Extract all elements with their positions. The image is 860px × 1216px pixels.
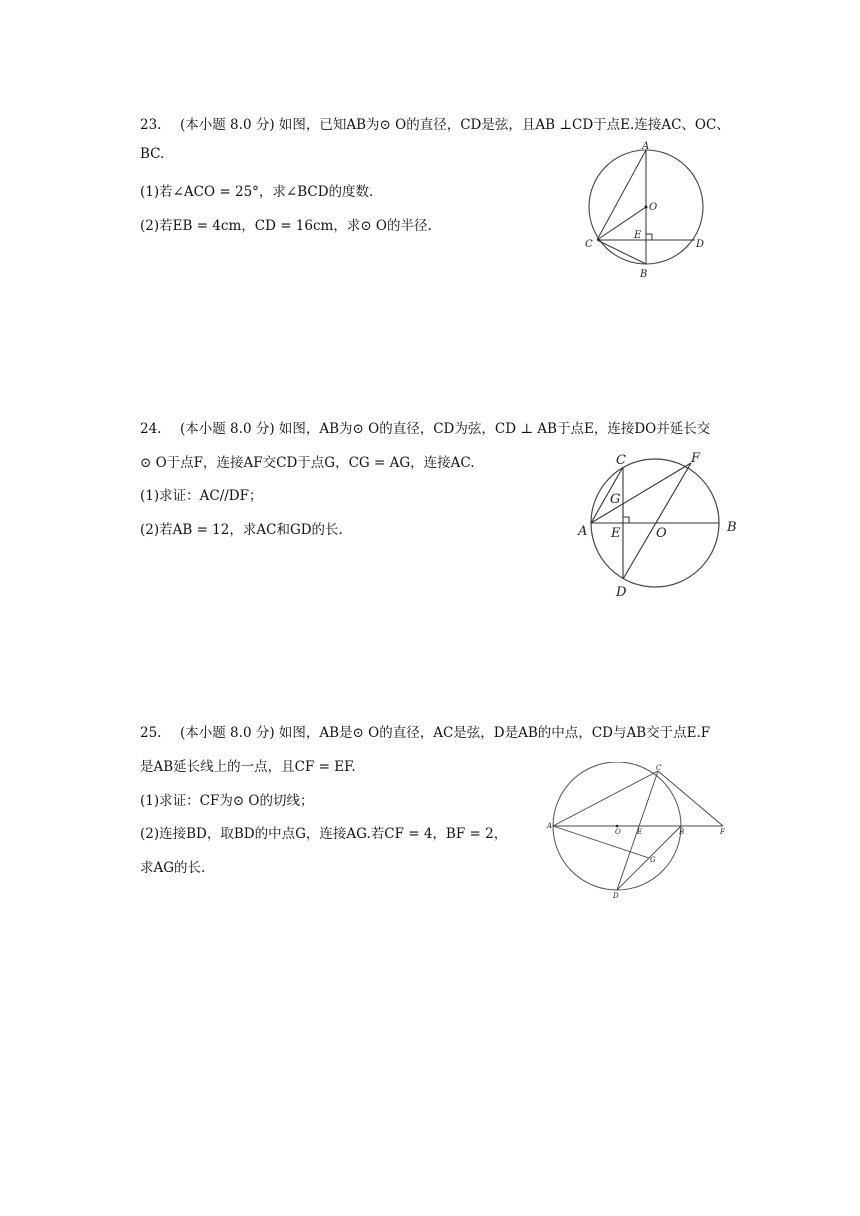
- q25-line2: 是AB延长线上的一点，且CF = EF.: [140, 759, 356, 775]
- q24-right-angle: [623, 517, 629, 523]
- q24-label-f: F: [691, 451, 701, 466]
- q25-stem: (本小题 8.0 分) 如图，AB是⊙ O的直径，AC是弦，D是AB的中点，CD与AB交于点E.F: [180, 725, 711, 741]
- q24-label-d: D: [616, 585, 627, 600]
- q25-label-c: C: [656, 764, 662, 772]
- q23-segment-ac: [597, 150, 646, 240]
- q24-label-a: A: [578, 524, 588, 539]
- q25-part3: 求AG的长.: [140, 860, 206, 876]
- q23-line1: [140, 113, 730, 133]
- q25-label-d: D: [613, 892, 619, 900]
- q24-label-e: E: [611, 526, 621, 541]
- q24-figure: [570, 445, 750, 605]
- q24-label-g: G: [610, 492, 621, 507]
- q24-part2: (2)若AB = 12，求AC和GD的长.: [140, 522, 343, 538]
- q24-part1: (1)求证：AC//DF；: [140, 488, 263, 504]
- q25-part2: (2)连接BD，取BD的中点G，连接AG.若CF = 4，BF = 2，: [140, 826, 508, 842]
- q25-label-f: F: [720, 828, 725, 836]
- q24-number: 24.: [140, 421, 162, 437]
- q25-segment-ag: [553, 826, 649, 858]
- q23-number: 23.: [140, 117, 162, 133]
- q24-segment-af: [591, 463, 691, 523]
- q23-label-c: C: [585, 239, 593, 250]
- q25-center-dot: [616, 825, 619, 828]
- q23-line2: BC.: [140, 146, 165, 162]
- q23-stem: (本小题 8.0 分) 如图，已知AB为⊙ O的直径，CD是弦，且AB ⊥CD于点E.连接AC、OC、: [180, 117, 730, 133]
- q23-label-d: D: [696, 239, 705, 250]
- q25-line1: [140, 721, 710, 741]
- q23-right-angle: [646, 234, 652, 240]
- q23-segment-bc: [597, 240, 646, 264]
- q24-line2: ⊙ O于点F，连接AF交CD于点G，CG = AG，连接AC.: [140, 455, 475, 471]
- q24-segment-df: [623, 463, 691, 579]
- q25-label-e: E: [637, 828, 643, 836]
- q25-label-g: G: [650, 856, 656, 864]
- q23-part1: (1)若∠ACO = 25°，求∠BCD的度数.: [140, 184, 374, 200]
- q23-part2: (2)若EB = 4cm，CD = 16cm，求⊙ O的半径.: [140, 218, 432, 234]
- q25-label-a: A: [547, 822, 553, 830]
- q23-label-b: B: [640, 269, 648, 280]
- q24-line1: [140, 417, 710, 437]
- q25-label-b: B: [679, 828, 685, 836]
- q23-center-dot: [645, 206, 648, 209]
- q23-label-e: E: [634, 230, 642, 241]
- q25-part1: (1)求证：CF为⊙ O的切线；: [140, 793, 314, 809]
- q23-label-o: O: [649, 202, 658, 213]
- q24-stem: (本小题 8.0 分) 如图，AB为⊙ O的直径，CD为弦，CD ⊥ AB于点E，连接DO并延长交: [180, 421, 711, 437]
- q23-label-a: A: [642, 141, 650, 152]
- q25-segment-cf: [658, 771, 723, 826]
- q24-label-o: O: [656, 526, 667, 541]
- q23-figure: [575, 135, 725, 285]
- q25-number: 25.: [140, 725, 162, 741]
- q24-label-c: C: [616, 453, 626, 468]
- q25-figure: [542, 762, 737, 900]
- q24-label-b: B: [727, 520, 737, 535]
- q25-label-o: O: [615, 828, 621, 836]
